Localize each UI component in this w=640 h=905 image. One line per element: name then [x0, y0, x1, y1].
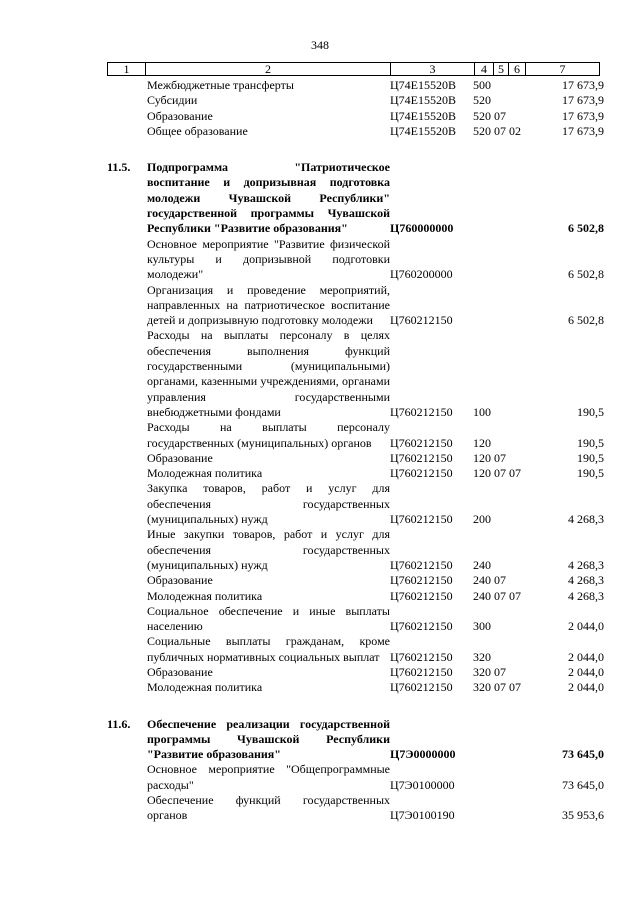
row-name: Образование [147, 573, 213, 588]
budget-table-body [107, 78, 612, 824]
amount: 17 673,9 [562, 123, 604, 138]
row-name: Закупка товаров, работ и услуг для обеспечения государственных (муниципальных) нужд [147, 481, 390, 527]
header-col-7: 7 [526, 63, 600, 76]
expense-type-code: 100 [473, 404, 491, 419]
row-number: 11.6. [107, 716, 131, 731]
table-row [107, 604, 612, 635]
table-row [107, 481, 612, 527]
amount: 2 044,0 [568, 680, 604, 695]
expense-type-code: 120 07 [473, 450, 506, 465]
row-name: Межбюджетные трансферты [147, 78, 294, 92]
amount: 6 502,8 [568, 313, 604, 328]
table-row [107, 328, 612, 420]
header-col-5: 5 [494, 63, 509, 76]
row-name: Обеспечение реализации государственной программы Чувашской Республики "Развитие образования" [147, 716, 390, 762]
expense-type-code: 120 07 07 [473, 466, 521, 481]
table-row [107, 793, 612, 824]
amount: 190,5 [577, 435, 604, 450]
target-article-code: Ц760212150 [390, 450, 453, 465]
expense-type-code: 300 [473, 619, 491, 634]
row-name: Основное мероприятие "Общепрограммные расходы" [147, 762, 390, 792]
row-name: Общее образование [147, 123, 248, 138]
expense-type-code: 320 07 07 [473, 680, 521, 695]
table-row [107, 634, 612, 665]
row-name: Расходы на выплаты персоналу государственных (муниципальных) органов [147, 420, 390, 450]
row-number: 11.5. [107, 160, 131, 175]
section-gap [107, 696, 612, 717]
target-article-code: Ц7Э0100190 [390, 808, 455, 823]
target-article-code: Ц760212150 [390, 404, 453, 419]
row-name: Иные закупки товаров, работ и услуг для обеспечения государственных (муниципальных) нужд [147, 527, 390, 572]
expense-type-code: 520 07 02 [473, 123, 521, 138]
table-row [107, 78, 612, 93]
expense-type-code: 520 07 [473, 108, 506, 123]
row-name: Расходы на выплаты персоналу в целях обеспечения выполнения функций государственными (муниципальными) органами, казенными учреждениями, органами управления государственными внебюджетными фондами [147, 328, 390, 419]
header-col-2: 2 [146, 63, 391, 76]
table-row [107, 420, 612, 451]
header-col-6: 6 [509, 63, 526, 76]
expense-type-code: 120 [473, 435, 491, 450]
table-row [107, 680, 612, 695]
table-row [107, 466, 612, 481]
target-article-code: Ц760000000 [390, 221, 454, 236]
expense-type-code: 240 07 07 [473, 588, 521, 603]
column-header-table [107, 62, 600, 76]
target-article-code: Ц760212150 [390, 649, 453, 664]
amount: 6 502,8 [568, 267, 604, 282]
row-name: Социальное обеспечение и иные выплаты населению [147, 603, 390, 634]
target-article-code: Ц7Э0000000 [390, 747, 456, 762]
expense-type-code: 240 07 [473, 573, 506, 588]
amount: 4 268,3 [568, 573, 604, 588]
amount: 4 268,3 [568, 557, 604, 572]
target-article-code: Ц7Э0100000 [390, 777, 455, 792]
target-article-code: Ц760212150 [390, 680, 453, 695]
expense-type-code: 320 07 [473, 664, 506, 679]
expense-type-code: 240 [473, 557, 491, 572]
row-name: Молодежная политика [147, 680, 263, 695]
row-name: Образование [147, 450, 213, 465]
amount: 17 673,9 [562, 93, 604, 108]
expense-type-code: 520 [473, 93, 491, 108]
target-article-code: Ц760212150 [390, 313, 453, 328]
table-row [107, 527, 612, 573]
table-row [107, 160, 612, 236]
table-row [107, 124, 612, 139]
table-row [107, 237, 612, 283]
amount: 2 044,0 [568, 664, 604, 679]
row-name: Организация и проведение мероприятий, направленных на патриотическое воспитание детей и допризывную подготовку молодежи [147, 282, 390, 328]
target-article-code: Ц760212150 [390, 619, 453, 634]
target-article-code: Ц74Е15520В [390, 78, 456, 92]
table-row [107, 717, 612, 763]
amount: 73 645,0 [562, 777, 604, 792]
table-row [107, 573, 612, 588]
amount: 4 268,3 [568, 588, 604, 603]
target-article-code: Ц760212150 [390, 588, 453, 603]
table-row [107, 589, 612, 604]
amount: 190,5 [577, 404, 604, 419]
amount: 17 673,9 [562, 78, 604, 92]
row-name: Молодежная политика [147, 466, 263, 481]
target-article-code: Ц760212150 [390, 573, 453, 588]
header-col-3: 3 [391, 63, 475, 76]
amount: 190,5 [577, 466, 604, 481]
target-article-code: Ц74Е15520В [390, 108, 456, 123]
table-row [107, 93, 612, 108]
header-col-1: 1 [108, 63, 146, 76]
row-name: Социальные выплаты гражданам, кроме публичных нормативных социальных выплат [147, 634, 390, 664]
amount: 4 268,3 [568, 512, 604, 527]
section-gap [107, 139, 612, 160]
target-article-code: Ц760212150 [390, 557, 453, 572]
amount: 190,5 [577, 450, 604, 465]
table-row [107, 665, 612, 680]
amount: 35 953,6 [562, 808, 604, 823]
amount: 2 044,0 [568, 619, 604, 634]
table-row [107, 762, 612, 793]
row-name: Подпрограмма "Патриотическое воспитание и допризывная подготовка молодежи Чувашской Республики" государственной программы Чувашской Республики "Развитие образования" [147, 160, 390, 236]
amount: 2 044,0 [568, 649, 604, 664]
row-name: Основное мероприятие "Развитие физической культуры и допризывной подготовки молодежи" [147, 236, 390, 282]
row-name: Субсидии [147, 93, 198, 108]
row-name: Образование [147, 664, 213, 679]
amount: 17 673,9 [562, 108, 604, 123]
row-name: Молодежная политика [147, 588, 263, 603]
expense-type-code: 200 [473, 512, 491, 527]
target-article-code: Ц74Е15520В [390, 123, 456, 138]
row-name: Образование [147, 108, 213, 123]
row-name: Обеспечение функций государственных органов [147, 793, 390, 823]
header-col-4: 4 [475, 63, 494, 76]
table-row [107, 109, 612, 124]
target-article-code: Ц760212150 [390, 466, 453, 481]
target-article-code: Ц760212150 [390, 512, 453, 527]
page-number: 348 [311, 38, 329, 52]
target-article-code: Ц74Е15520В [390, 93, 456, 108]
target-article-code: Ц760200000 [390, 267, 453, 282]
target-article-code: Ц760212150 [390, 435, 453, 450]
expense-type-code: 320 [473, 649, 491, 664]
amount: 6 502,8 [568, 221, 604, 236]
target-article-code: Ц760212150 [390, 664, 453, 679]
expense-type-code: 500 [473, 78, 491, 92]
table-row [107, 451, 612, 466]
table-row [107, 283, 612, 329]
amount: 73 645,0 [562, 747, 604, 762]
